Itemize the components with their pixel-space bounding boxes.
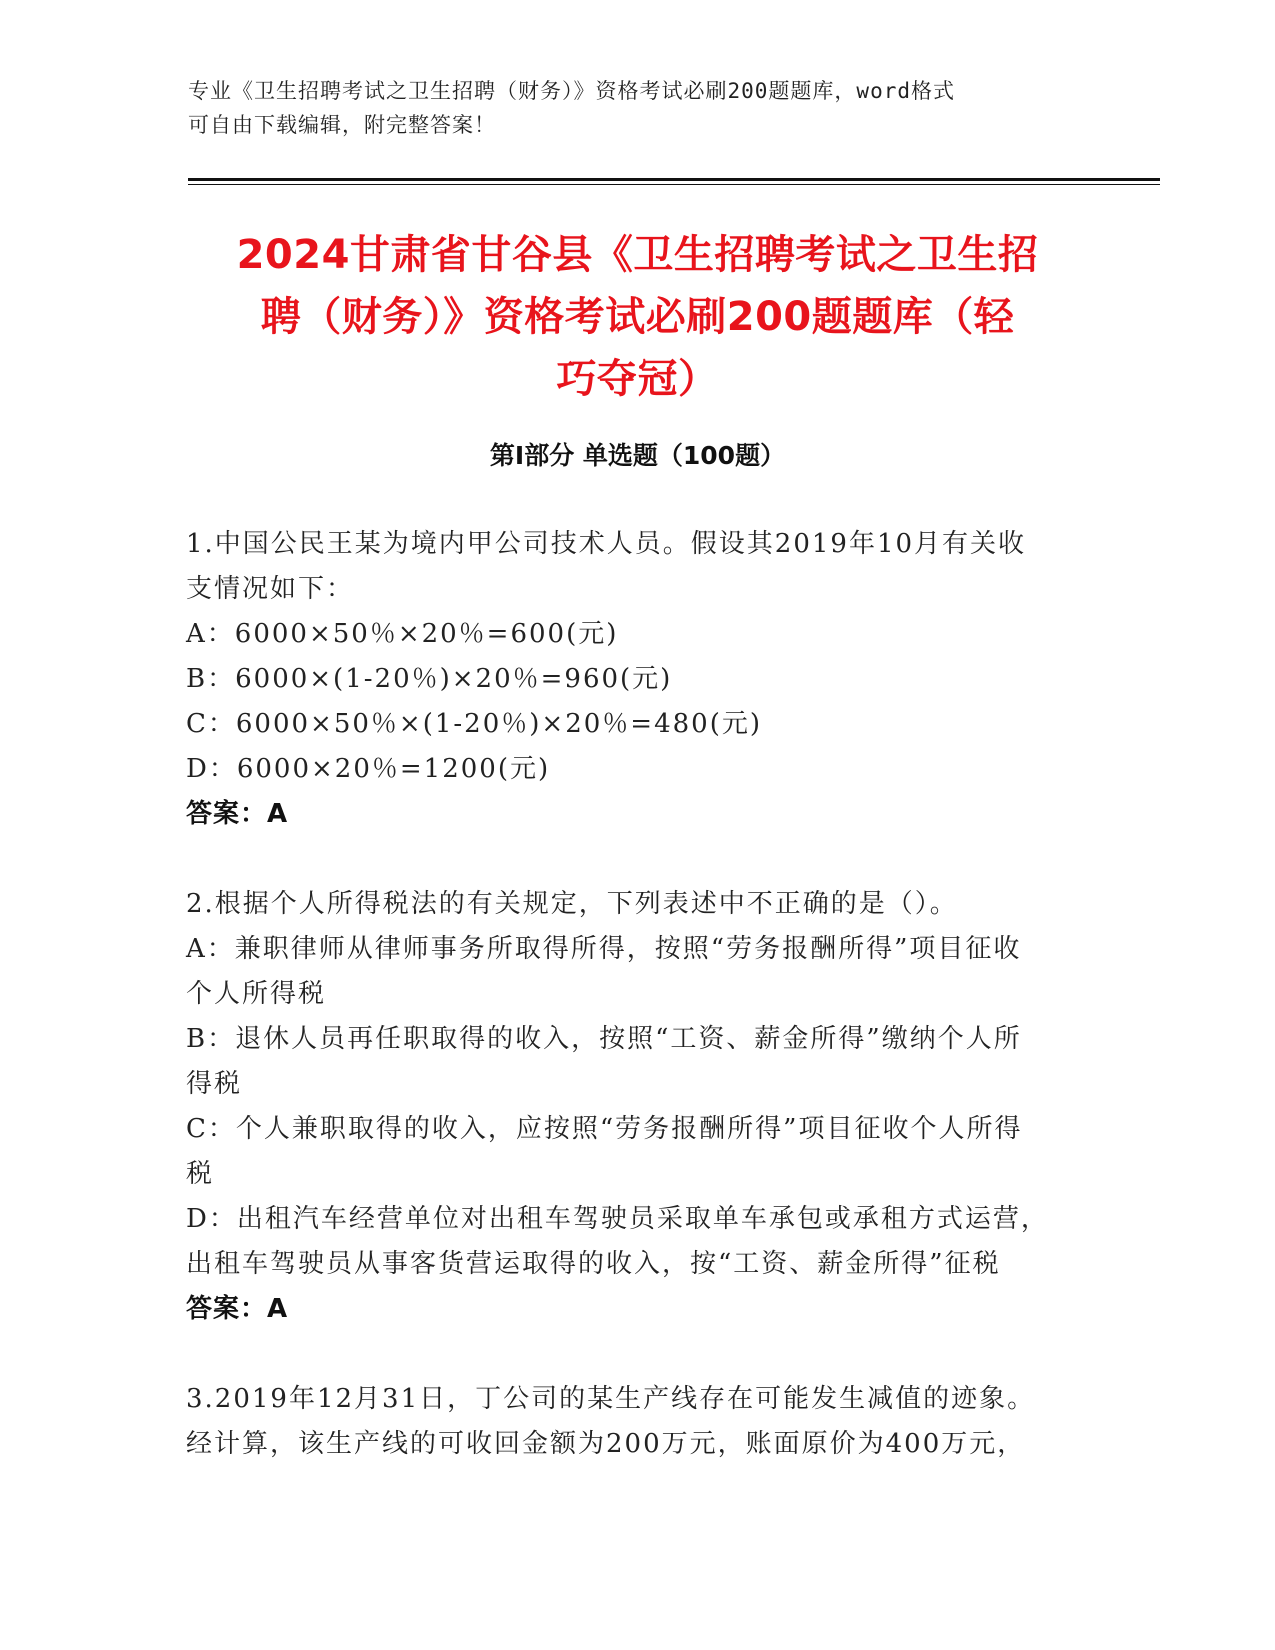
option-d-continued: 出租车驾驶员从事客货营运取得的收入，按“工资、薪金所得”征税 [186,1249,1001,1279]
option-a: A：兼职律师从律师事务所取得所得，按照“劳务报酬所得”项目征收 [186,934,1022,964]
title-line-1: 2024甘肃省甘谷县《卫生招聘考试之卫生招 [236,232,1039,278]
option-c: C：6000×50％×(1-20％)×20％=480(元) [186,709,762,739]
answer: 答案：A [186,799,289,829]
option-b-continued: 得税 [186,1069,243,1099]
question-2 [186,882,1066,1332]
option-d: D：出租汽车经营单位对出租车驾驶员采取单车承包或承租方式运营， [186,1204,1049,1234]
question-stem: 2.根据个人所得税法的有关规定，下列表述中不正确的是（）。 [186,889,958,919]
header-note [188,74,1088,142]
section-heading: 第I部分 单选题（100题） [489,441,786,470]
question-list [186,522,1066,1512]
option-c-continued: 税 [186,1159,215,1189]
header-divider-thin [188,184,1160,185]
question-stem: 经计算，该生产线的可收回金额为200万元，账面原价为400万元， [186,1429,1026,1459]
header-note-line-1: 专业《卫生招聘考试之卫生招聘（财务）》资格考试必刷200题题库，word格式 [188,79,955,103]
option-b: B：退休人员再任职取得的收入，按照“工资、薪金所得”缴纳个人所 [186,1024,1022,1054]
option-a: A：6000×50％×20％=600(元) [186,619,619,649]
answer: 答案：A [186,1294,289,1324]
question-1 [186,522,1066,837]
option-c: C：个人兼职取得的收入，应按照“劳务报酬所得”项目征收个人所得 [186,1114,1023,1144]
title-line-3: 巧夺冠） [556,356,719,402]
title-line-2: 聘（财务）》资格考试必刷200题题库（轻 [260,294,1015,340]
question-3 [186,1377,1066,1467]
option-b: B：6000×(1-20％)×20％=960(元) [186,664,673,694]
option-d: D：6000×20％=1200(元) [186,754,551,784]
question-stem: 3.2019年12月31日，丁公司的某生产线存在可能发生减值的迹象。 [186,1384,1036,1414]
question-stem: 支情况如下： [186,574,355,604]
header-note-line-2: 可自由下载编辑，附完整答案！ [188,113,496,137]
header-divider-thick [188,178,1160,181]
question-stem: 1.中国公民王某为境内甲公司技术人员。假设其2019年10月有关收 [186,529,1027,559]
option-a-continued: 个人所得税 [186,979,327,1009]
document-title [180,224,1095,410]
